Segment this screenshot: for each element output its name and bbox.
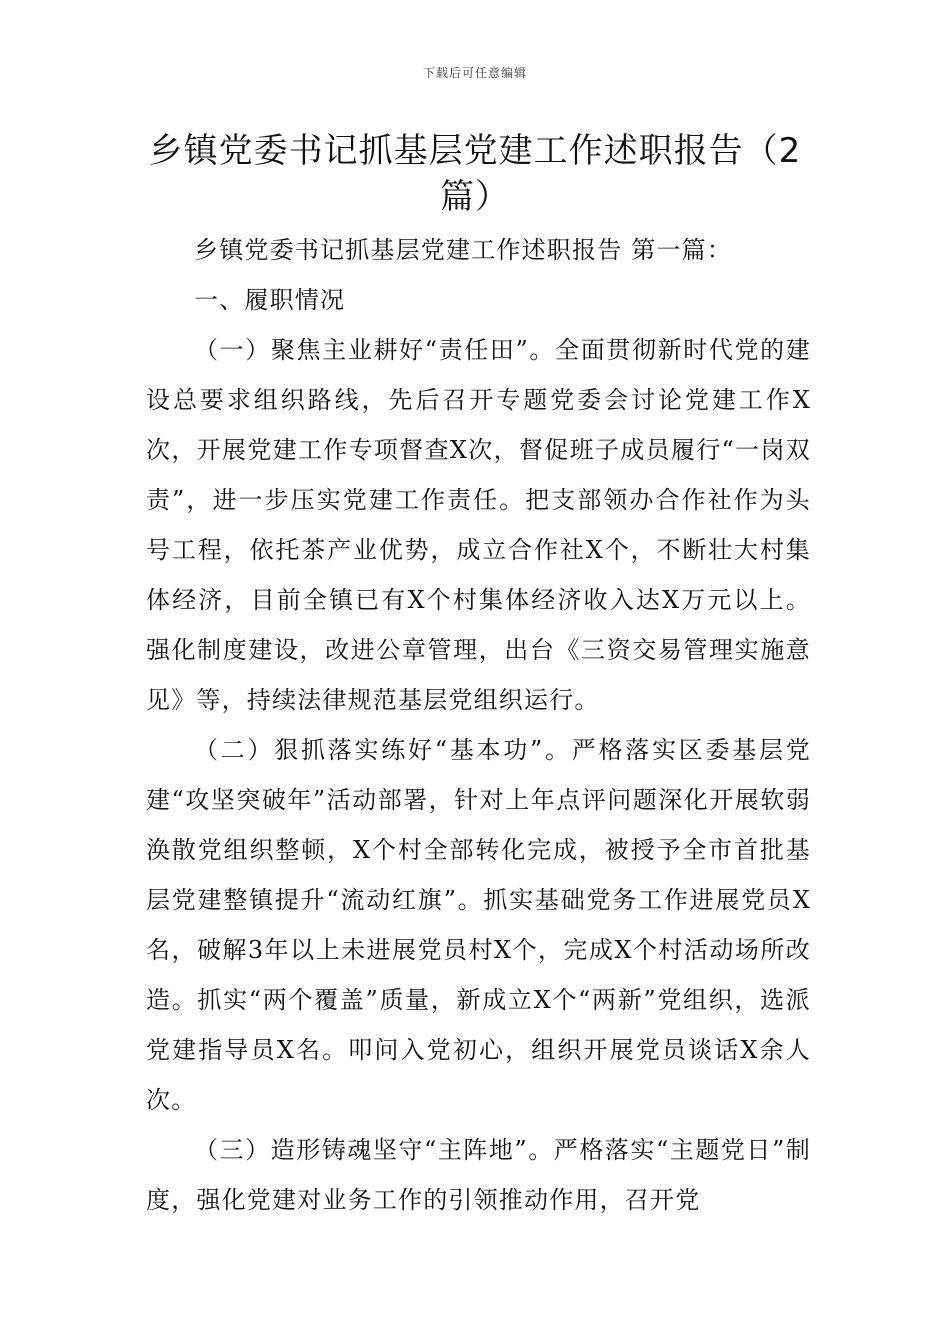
document-body (146, 225, 811, 1225)
section-heading: 乡镇党委书记抓基层党建工作述职报告 第一篇： (194, 236, 733, 264)
paragraph: （二）狠抓落实练好“基本功”。严格落实区委基层党建“攻坚突破年”活动部署，针对上年点评问题深化开展软弱涣散党组织整顿，X个村全部转化完成，被授予全市首批基层党建整镇提升“流动红旗”。抓实基础党务工作进展党员X名，破解3年以上未进展党员村X个，完成X个村活动场所改造。抓实“两个覆盖”质量，新成立X个“两新”党组织，选派党建指导员X名。叩问入党初心，组织开展党员谈话X余人次。 (146, 736, 811, 1114)
paragraph: （三）造形铸魂坚守“主阵地”。严格落实“主题党日”制度，强化党建对业务工作的引领推动作用，召开党 (146, 1136, 811, 1214)
header-note: 下载后可任意编辑 (422, 66, 527, 80)
subsection-heading: 一、履职情况 (194, 286, 346, 314)
paragraph: （一）聚焦主业耕好“责任田”。全面贯彻新时代党的建设总要求组织路线，先后召开专题党委会讨论党建工作X次，开展党建工作专项督查X次，督促班子成员履行“一岗双责”，进一步压实党建工作责任。把支部领办合作社作为头号工程，依托茶产业优势，成立合作社X个，不断壮大村集体经济，目前全镇已有X个村集体经济收入达X万元以上。强化制度建设，改进公章管理，出台《三资交易管理实施意见》等，持续法律规范基层党组织运行。 (146, 336, 811, 714)
document-title: 乡镇党委书记抓基层党建工作述职报告（2篇） (148, 131, 802, 217)
